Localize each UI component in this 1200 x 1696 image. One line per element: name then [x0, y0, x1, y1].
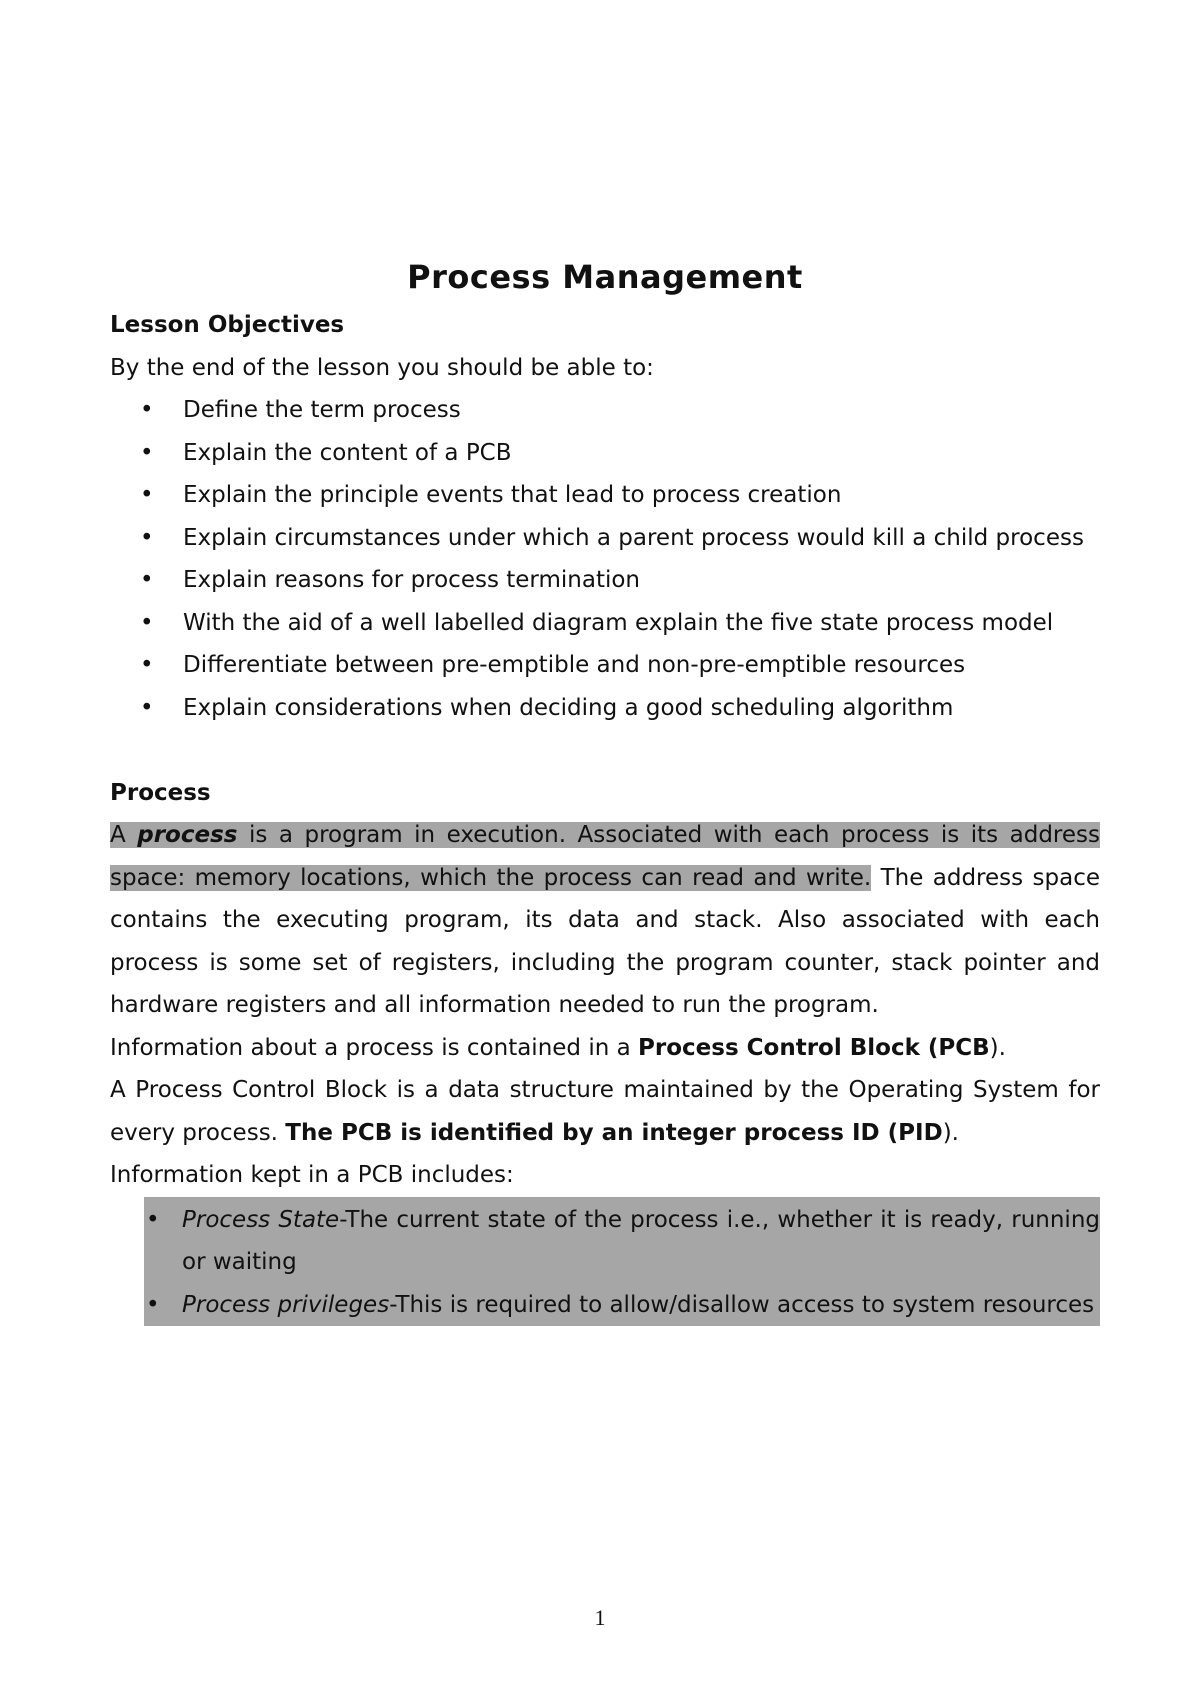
highlighted-definition: A process is a program in execution. Associated with each process is its address space: memory locations, which the process can read and write.	[110, 822, 1100, 891]
bullet-icon: •	[140, 482, 154, 508]
objectives-list	[110, 389, 1100, 729]
list-item: • Explain reasons for process termination	[110, 559, 1100, 602]
list-item: • Explain circumstances under which a parent process would kill a child process	[110, 517, 1100, 560]
bullet-icon: •	[146, 1206, 160, 1233]
list-item: • Explain the content of a PCB	[110, 432, 1100, 475]
page-number: 1	[594, 1605, 606, 1630]
bullet-icon: •	[140, 439, 154, 466]
bullet-icon: •	[140, 609, 154, 636]
list-item: • Differentiate between pre-emptible and non-pre-emptible resources	[110, 644, 1100, 687]
objectives-intro: By the end of the lesson you should be able to:	[110, 354, 654, 381]
page-title: Process Management	[407, 258, 803, 296]
pcb-definition-paragraph: A Process Control Block is a data structure maintained by the Operating System for every process. The PCB is identified by an integer process ID (PID).	[110, 1077, 1100, 1146]
pcb-item-term: Process privileges	[182, 1291, 390, 1318]
section-spacer	[110, 729, 1100, 772]
bullet-icon: •	[140, 397, 154, 423]
bullet-icon: •	[140, 567, 154, 593]
pid-statement: The PCB is identified by an integer process ID (PID	[285, 1119, 943, 1146]
process-term: process	[137, 822, 238, 848]
list-item: • Explain considerations when deciding a good scheduling algorithm	[110, 687, 1100, 730]
pcb-item-term: Process State	[182, 1206, 340, 1233]
process-definition-paragraph: A process is a program in execution. Associated with each process is its address space: memory locations, which the process can read and write. The address space contains the executing program, its data and stack. Also associated with each process is some set of registers, including the program counter, stack pointer and hardware registers and all information needed to run the program.	[110, 822, 1100, 1018]
pcb-term: Process Control Block (PCB	[638, 1034, 990, 1061]
list-item: • Explain the principle events that lead to process creation	[110, 474, 1100, 517]
bullet-icon: •	[140, 694, 154, 721]
bullet-icon: •	[140, 652, 154, 678]
objectives-heading: Lesson Objectives	[110, 312, 345, 338]
list-item: • Define the term process	[110, 389, 1100, 432]
pcb-contents-intro: Information kept in a PCB includes:	[110, 1162, 514, 1188]
process-heading: Process	[110, 779, 211, 806]
list-item: • With the aid of a well labelled diagram explain the five state process model	[110, 602, 1100, 645]
list-item: • Process State-The current state of the process i.e., whether it is ready, running or waiting	[144, 1199, 1100, 1284]
pcb-contents-list	[144, 1197, 1100, 1327]
pcb-intro-paragraph: Information about a process is contained in a Process Control Block (PCB).	[110, 1034, 1006, 1061]
page-content	[110, 256, 1100, 1326]
bullet-icon: •	[140, 524, 154, 551]
list-item: • Process privileges-This is required to allow/disallow access to system resources	[144, 1284, 1100, 1327]
bullet-icon: •	[146, 1291, 160, 1318]
